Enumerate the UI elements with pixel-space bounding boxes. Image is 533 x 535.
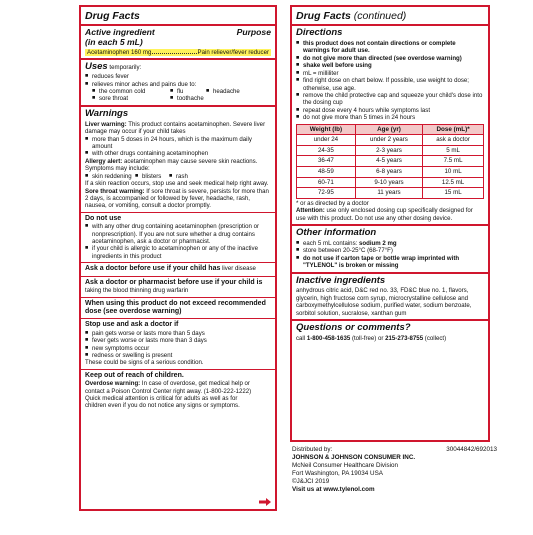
uses-intro: temporarily:	[109, 64, 142, 72]
questions-heading: Questions or comments?	[296, 322, 411, 334]
product-code: 30044842/692013	[446, 446, 497, 453]
allergy-symptom: ■ blisters	[135, 173, 169, 180]
phone-collect[interactable]: 215-273-8755	[385, 335, 424, 343]
do-not-use-item: ■ if your child is allergic to acetaminophen or any of the inactive ingredients in this product	[85, 245, 271, 260]
attention-text: use only enclosed dosing cup specifically designed for use with this product. Do not use any other dosing device.	[296, 207, 473, 222]
drug-facts-panel-right	[290, 5, 490, 442]
allergy-symptom: ■ skin reddening	[85, 173, 135, 180]
table-row	[297, 145, 484, 156]
table-cell: 2-3 years	[355, 145, 422, 156]
distributor-footer: Distributed by: 30044842/692013 JOHNSON & JOHNSON CONSUMER INC. McNeil Consumer Healthcare Division Fort Washington, PA 19034 USA ©J&JCI 2019 Visit us at www.tylenol.com	[292, 446, 497, 494]
do-not-use-item: ■ with any other drug containing acetaminophen (prescription or nonprescription). If you are not sure whether a drug contains acetaminophen, ask a doctor or pharmacist.	[85, 223, 271, 245]
table-cell: 12.5 mL	[423, 177, 484, 188]
copyright: ©J&JCI 2019	[292, 478, 330, 486]
table-row	[297, 166, 484, 177]
company-address: Fort Washington, PA 19034 USA	[292, 470, 384, 478]
allergy-alert-label: Allergy alert:	[85, 157, 123, 165]
table-cell: 4-5 years	[355, 156, 422, 167]
inactive-ingredients-heading: Inactive ingredients	[296, 274, 386, 286]
drug-facts-continued-header	[292, 7, 488, 26]
attention-label: Attention:	[296, 207, 325, 215]
directions-heading: Directions	[296, 27, 343, 39]
questions-section: Questions or comments? call 1-800-458-1635 (toll-free) or 215-273-8755 (collect)	[292, 321, 488, 344]
ask-pharmacist-heading: Ask a doctor or pharmacist before use if your child is	[85, 278, 263, 286]
directions-item: ■ mL = milliliter	[296, 70, 484, 77]
ask-doctor-heading: Ask a doctor before use if your child has	[85, 265, 221, 273]
table-cell: 15 mL	[423, 188, 484, 199]
table-row	[297, 156, 484, 167]
ingredient-row	[85, 49, 271, 56]
drug-facts-title: Drug Facts	[85, 10, 140, 22]
directions-item: ■ do not give more than 5 times in 24 hours	[296, 114, 484, 121]
liver-warning-label: Liver warning:	[85, 120, 127, 128]
table-cell: 60-71	[297, 177, 356, 188]
uses-heading: Uses	[85, 61, 108, 73]
uses-section	[81, 60, 275, 107]
stop-use-item: ■ pain gets worse or lasts more than 5 days	[85, 330, 271, 337]
uses-item: ■ relieves minor aches and pains due to:	[85, 81, 271, 88]
when-using-heading: When using this product do not exceed recommended dose (see overdose warning)	[85, 299, 266, 315]
stop-use-item: ■ fever gets worse or lasts more than 3 days	[85, 337, 271, 344]
dosing-footnote: * or as directed by a doctor	[296, 199, 369, 207]
other-information-heading: Other information	[296, 226, 377, 238]
ingredient-name: Acetaminophen 160 mg	[87, 48, 152, 56]
ask-pharmacist-block	[81, 277, 275, 298]
table-row	[297, 177, 484, 188]
overdose-label: Overdose warning:	[85, 380, 141, 388]
active-ingredient-heading: Active ingredient	[85, 27, 155, 38]
dosing-table	[296, 124, 484, 199]
other-information-section	[292, 226, 488, 274]
liver-warning-item: ■ with other drugs containing acetaminophen	[85, 150, 271, 157]
table-cell: under 2 years	[355, 135, 422, 146]
table-header-cell: Weight (lb)	[297, 124, 356, 135]
other-info-item: ■ each 5 mL contains: sodium 2 mg	[296, 240, 484, 247]
ask-doctor-block	[81, 263, 275, 276]
right-arrow-icon	[259, 498, 271, 506]
table-cell: 36-47	[297, 156, 356, 167]
table-cell: 72-95	[297, 188, 356, 199]
directions-item: ■ remove the child protective cap and squeeze your child's dose into the dosing cup	[296, 92, 484, 107]
table-cell: 9-10 years	[355, 177, 422, 188]
table-cell: 7.5 mL	[423, 156, 484, 167]
table-cell: 6-8 years	[355, 166, 422, 177]
table-cell: 48-59	[297, 166, 356, 177]
condition-item: ■ headache	[206, 88, 240, 95]
condition-item: ■ toothache	[170, 95, 204, 102]
stop-use-after: These could be signs of a serious condition.	[85, 359, 204, 367]
sore-throat-label: Sore throat warning:	[85, 187, 145, 195]
warnings-heading: Warnings	[85, 107, 129, 119]
company-name: JOHNSON & JOHNSON CONSUMER INC.	[292, 454, 416, 462]
directions-item: ■ repeat dose every 4 hours while symptoms last	[296, 107, 484, 114]
allergy-symptom: ■ rash	[169, 173, 188, 180]
directions-item: ■ find right dose on chart below. If possible, use weight to dose; otherwise, use age.	[296, 77, 484, 92]
inactive-ingredients-text: anhydrous citric acid, D&C red no. 33, FD&C blue no. 1, flavors, glycerin, high fructose corn syrup, microcrystalline cellulose and carboxymethylcellulose sodium, purified water, sodium benzoate, sorbitol solution, sucralose, xanthan gum	[296, 287, 472, 317]
ask-pharmacist-text: taking the blood thinning drug warfarin	[85, 287, 189, 295]
distributed-by-label: Distributed by:	[292, 446, 333, 453]
table-cell: 24-35	[297, 145, 356, 156]
table-header-cell: Dose (mL)*	[423, 124, 484, 135]
table-cell: 11 years	[355, 188, 422, 199]
purpose-heading: Purpose	[236, 27, 271, 38]
allergy-alert-text: acetaminophen may cause severe skin reactions. Symptoms may include:	[85, 157, 258, 173]
directions-item: ■ do not give more than directed (see overdose warning)	[296, 55, 484, 62]
ingredient-purpose: Pain reliever/fever reducer	[197, 48, 269, 56]
liver-warning-text: This product contains acetaminophen. Severe liver damage may occur if your child takes	[85, 120, 266, 136]
stop-use-item: ■ new symptoms occur	[85, 345, 271, 352]
other-info-item: ■ do not use if carton tape or bottle wrap imprinted with "TYLENOL" is broken or missing	[296, 255, 484, 270]
inactive-ingredients-section	[292, 274, 488, 322]
condition-item: ■ flu	[170, 88, 206, 95]
leader-dots	[152, 49, 196, 54]
drug-facts-title-right: Drug Facts	[296, 10, 351, 22]
warnings-section	[81, 107, 275, 412]
when-using-block	[81, 298, 275, 320]
table-cell: 5 mL	[423, 145, 484, 156]
drug-facts-panel-left	[79, 5, 277, 511]
table-row	[297, 135, 484, 146]
directions-item: ■ shake well before using	[296, 62, 484, 69]
continued-label: (continued)	[353, 10, 407, 22]
condition-item: ■ sore throat	[92, 95, 170, 102]
sore-throat-text: If sore throat is severe, persists for more than 2 days, is accompanied or followed by fever, headache, rash, nausea, or vomiting, consult a doctor promptly.	[85, 187, 269, 210]
condition-item: ■ the common cold	[92, 88, 170, 95]
table-header-cell: Age (yr)	[355, 124, 422, 135]
uses-item: ■ reduces fever	[85, 73, 271, 80]
table-cell: under 24	[297, 135, 356, 146]
company-division: McNeil Consumer Healthcare Division	[292, 462, 399, 470]
directions-item: ■ this product does not contain directions or complete warnings for adult use.	[296, 40, 484, 55]
ask-doctor-text: liver disease	[222, 265, 256, 273]
overdose-text: In case of overdose, get medical help or contact a Poison Control Center right away. (1-800-222-1222) Quick medical attention is critical for adults as well as for children even if you do not notice any signs or symptoms.	[85, 380, 252, 410]
liver-warning-item: ■ more than 5 doses in 24 hours, which is the maximum daily amount	[85, 136, 271, 151]
website-link[interactable]: www.tylenol.com	[323, 486, 375, 494]
do-not-use-heading: Do not use	[85, 214, 122, 222]
active-ingredient-subheading: (in each 5 mL)	[85, 36, 143, 47]
drug-facts-header	[81, 7, 275, 26]
table-row	[297, 188, 484, 199]
active-ingredient-section	[81, 26, 275, 60]
stop-use-heading: Stop use and ask a doctor if	[85, 321, 179, 329]
other-info-item: ■ store between 20-25°C (68-77°F)	[296, 247, 484, 254]
stop-use-item: ■ redness or swelling is present	[85, 352, 271, 359]
directions-section	[292, 26, 488, 226]
table-cell: 10 mL	[423, 166, 484, 177]
phone-tollfree[interactable]: 1-800-458-1635	[306, 335, 351, 343]
table-cell: ask a doctor	[423, 135, 484, 146]
keep-out-heading: Keep out of reach of children.	[85, 371, 184, 379]
allergy-after-text: If a skin reaction occurs, stop use and seek medical help right away.	[85, 180, 269, 188]
